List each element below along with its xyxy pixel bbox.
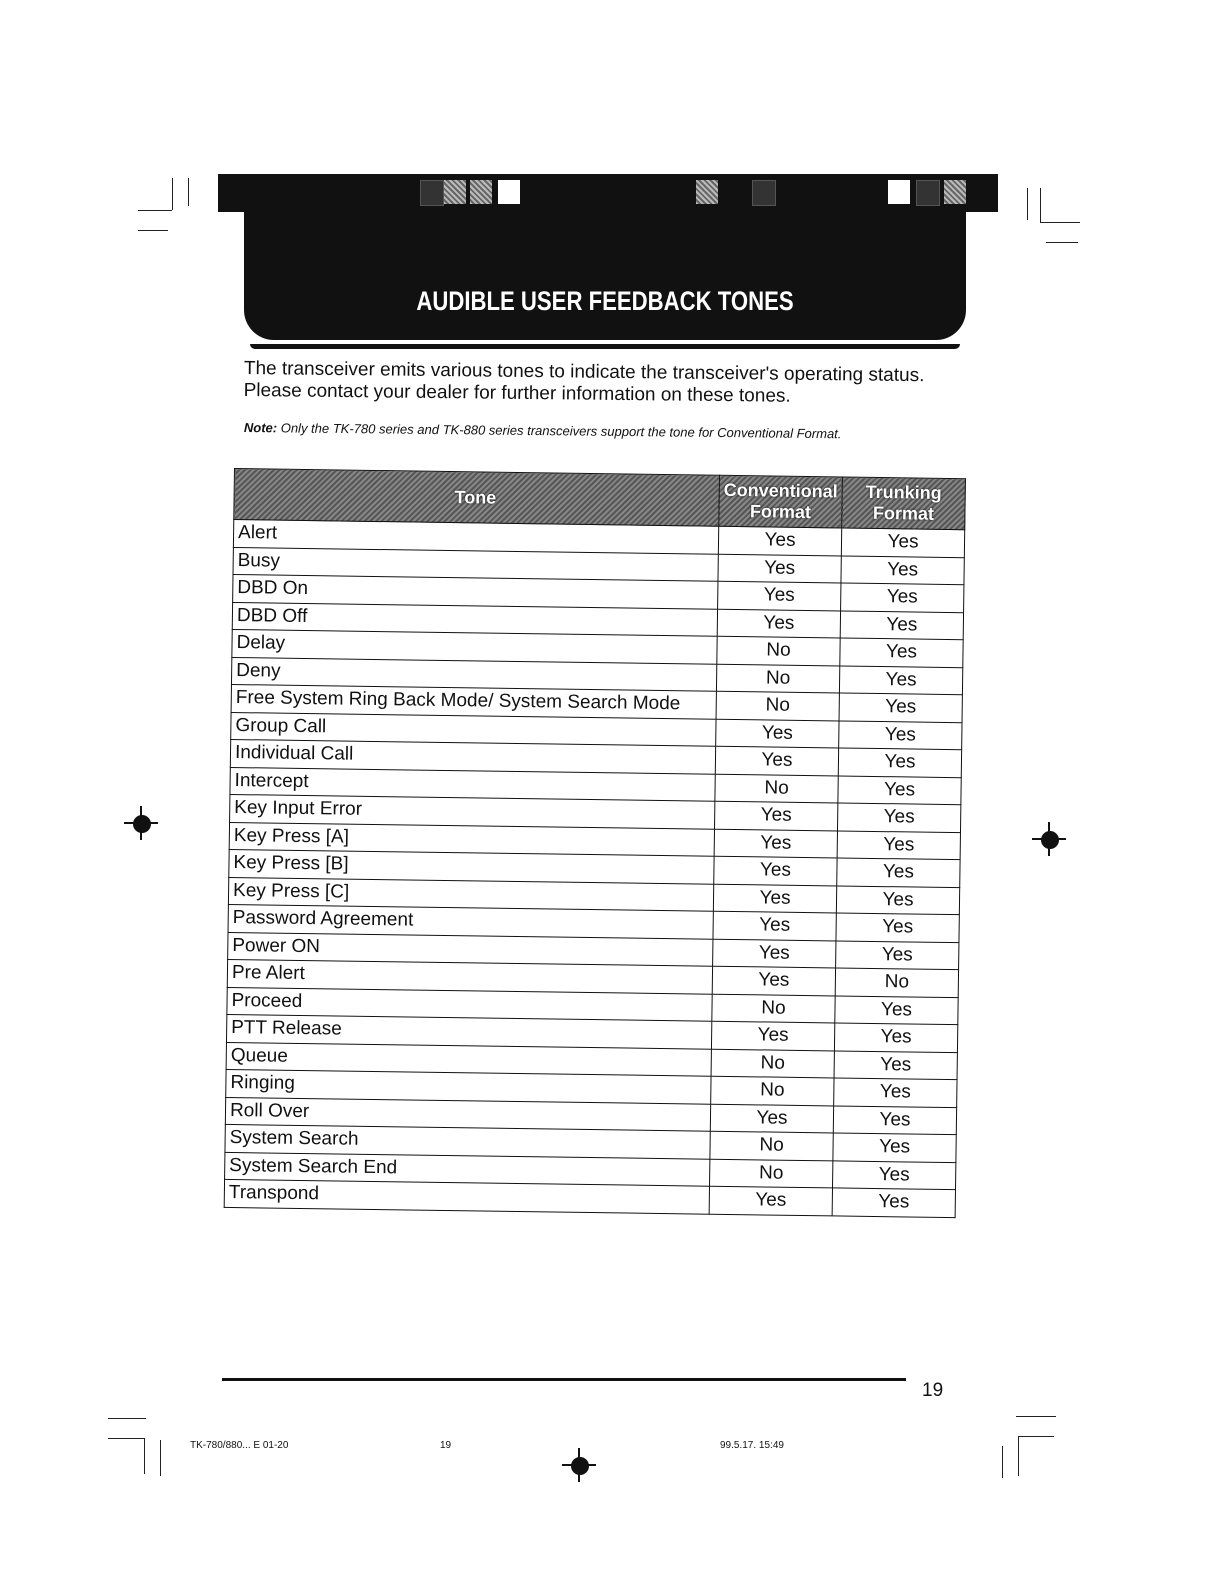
conventional-cell: No <box>716 664 839 693</box>
conventional-cell: No <box>717 636 840 665</box>
trunking-cell: Yes <box>841 583 964 612</box>
decor-square <box>420 180 444 206</box>
tone-name-cell: Password Agreement <box>228 904 713 938</box>
tone-name-cell: Power ON <box>228 932 713 966</box>
trunking-cell: Yes <box>841 528 964 557</box>
slug-page: 19 <box>440 1440 452 1451</box>
footer-rule <box>222 1378 906 1381</box>
crop-mark <box>138 230 168 231</box>
trunking-cell: Yes <box>839 720 962 749</box>
conventional-cell: No <box>712 994 835 1023</box>
intro-line: Please contact your dealer for further information on these tones. <box>243 379 791 407</box>
tone-name-cell: Deny <box>231 657 716 691</box>
trunking-cell: Yes <box>833 1105 956 1134</box>
tone-name-cell: Key Press [A] <box>229 822 714 856</box>
conventional-cell: Yes <box>709 1186 832 1215</box>
header-underline <box>250 344 960 349</box>
conventional-cell: Yes <box>718 526 841 555</box>
intro-paragraph <box>244 358 984 410</box>
registration-mark-icon <box>124 806 158 840</box>
trunking-cell: Yes <box>833 1160 956 1189</box>
decor-square <box>498 180 520 204</box>
slug-date: 99.5.17. 15:49 <box>720 1440 784 1451</box>
column-header-trunking: Trunking Format <box>842 477 966 530</box>
note <box>244 420 984 443</box>
conventional-cell: Yes <box>717 609 840 638</box>
tone-name-cell: PTT Release <box>226 1014 711 1048</box>
decor-square <box>470 180 492 204</box>
conventional-cell: Yes <box>713 911 836 940</box>
trunking-cell: Yes <box>834 1050 957 1079</box>
crop-mark <box>1018 1436 1054 1437</box>
conventional-cell: Yes <box>715 746 838 775</box>
trunking-cell: Yes <box>835 995 958 1024</box>
trunking-cell: Yes <box>839 665 962 694</box>
conventional-cell: Yes <box>714 801 837 830</box>
trunking-cell: Yes <box>833 1133 956 1162</box>
trunking-cell: Yes <box>837 803 960 832</box>
crop-mark <box>188 178 189 206</box>
tone-name-cell: Busy <box>233 547 718 581</box>
trunking-cell: Yes <box>837 858 960 887</box>
tone-name-cell: Transpond <box>224 1179 709 1213</box>
slug-file: TK-780/880... E 01-20 <box>190 1440 289 1451</box>
decor-square <box>444 180 466 204</box>
tone-table <box>224 468 966 1218</box>
note-text: Only the TK-780 series and TK-880 series transceivers support the tone for Conventional Format. <box>280 420 842 442</box>
tone-name-cell: Group Call <box>231 712 716 746</box>
crop-mark <box>1040 222 1080 223</box>
trunking-cell: Yes <box>837 830 960 859</box>
tone-name-cell: Key Press [B] <box>229 849 714 883</box>
tone-name-cell: Proceed <box>227 987 712 1021</box>
conventional-cell: Yes <box>718 581 841 610</box>
tone-name-cell: Key Input Error <box>230 794 715 828</box>
conventional-cell: No <box>711 1049 834 1078</box>
trunking-cell: No <box>835 968 958 997</box>
crop-mark <box>1016 1416 1056 1417</box>
page-title: AUDIBLE USER FEEDBACK TONES <box>416 286 794 316</box>
trunking-cell: Yes <box>836 913 959 942</box>
tone-name-cell: System Search <box>225 1124 710 1158</box>
column-header-tone: Tone <box>234 469 720 527</box>
trunking-cell: Yes <box>832 1188 955 1217</box>
decor-square <box>888 180 910 204</box>
conventional-cell: No <box>716 691 839 720</box>
tone-name-cell: System Search End <box>225 1152 710 1186</box>
conventional-cell: No <box>715 774 838 803</box>
tone-name-cell: Intercept <box>230 767 715 801</box>
tone-name-cell: Pre Alert <box>227 959 712 993</box>
trunking-cell: Yes <box>836 940 959 969</box>
decor-square <box>944 180 966 204</box>
crop-mark <box>144 1438 145 1474</box>
note-label: Note: <box>243 420 278 436</box>
conventional-cell: Yes <box>711 1021 834 1050</box>
crop-mark <box>1040 188 1041 222</box>
trunking-cell: Yes <box>840 638 963 667</box>
conventional-cell: Yes <box>714 856 837 885</box>
conventional-cell: Yes <box>710 1104 833 1133</box>
trunking-cell: Yes <box>840 610 963 639</box>
conventional-cell: Yes <box>713 939 836 968</box>
conventional-cell: Yes <box>713 884 836 913</box>
tone-name-cell: Delay <box>232 629 717 663</box>
registration-mark-icon <box>562 1448 596 1482</box>
conventional-cell: Yes <box>712 966 835 995</box>
crop-mark <box>108 1418 146 1419</box>
crop-mark <box>172 178 173 210</box>
trunking-cell: Yes <box>834 1023 957 1052</box>
crop-mark <box>1018 1436 1019 1476</box>
conventional-cell: No <box>710 1159 833 1188</box>
column-header-conventional: Conventional Format <box>719 475 843 528</box>
crop-mark <box>1046 242 1078 243</box>
conventional-cell: No <box>710 1131 833 1160</box>
crop-mark <box>108 1438 144 1439</box>
tone-name-cell: Alert <box>233 520 718 554</box>
conventional-cell: Yes <box>714 829 837 858</box>
tone-name-cell: Queue <box>226 1042 711 1076</box>
trunking-cell: Yes <box>834 1078 957 1107</box>
decor-square <box>752 180 776 206</box>
tone-name-cell: Free System Ring Back Mode/ System Search Mode <box>231 684 716 718</box>
tone-name-cell: DBD On <box>233 574 718 608</box>
header-panel <box>244 200 966 340</box>
tone-name-cell: Individual Call <box>230 739 715 773</box>
tone-name-cell: Ringing <box>226 1069 711 1103</box>
tone-name-cell: DBD Off <box>232 602 717 636</box>
tone-name-cell: Key Press [C] <box>228 877 713 911</box>
trunking-cell: Yes <box>838 775 961 804</box>
registration-mark-icon <box>1032 822 1066 856</box>
crop-mark <box>1027 188 1028 220</box>
tone-name-cell: Roll Over <box>225 1097 710 1131</box>
decor-square <box>916 180 940 206</box>
conventional-cell: Yes <box>716 719 839 748</box>
trunking-cell: Yes <box>836 885 959 914</box>
conventional-cell: No <box>711 1076 834 1105</box>
trunking-cell: Yes <box>841 555 964 584</box>
trunking-cell: Yes <box>839 693 962 722</box>
decor-square <box>696 180 718 204</box>
crop-mark <box>160 1440 161 1476</box>
trunking-cell: Yes <box>838 748 961 777</box>
crop-mark <box>1002 1446 1003 1478</box>
intro-line: The transceiver emits various tones to indicate the transceiver's operating status. <box>243 358 925 387</box>
conventional-cell: Yes <box>718 554 841 583</box>
crop-mark <box>138 210 172 211</box>
page-number: 19 <box>922 1380 944 1401</box>
